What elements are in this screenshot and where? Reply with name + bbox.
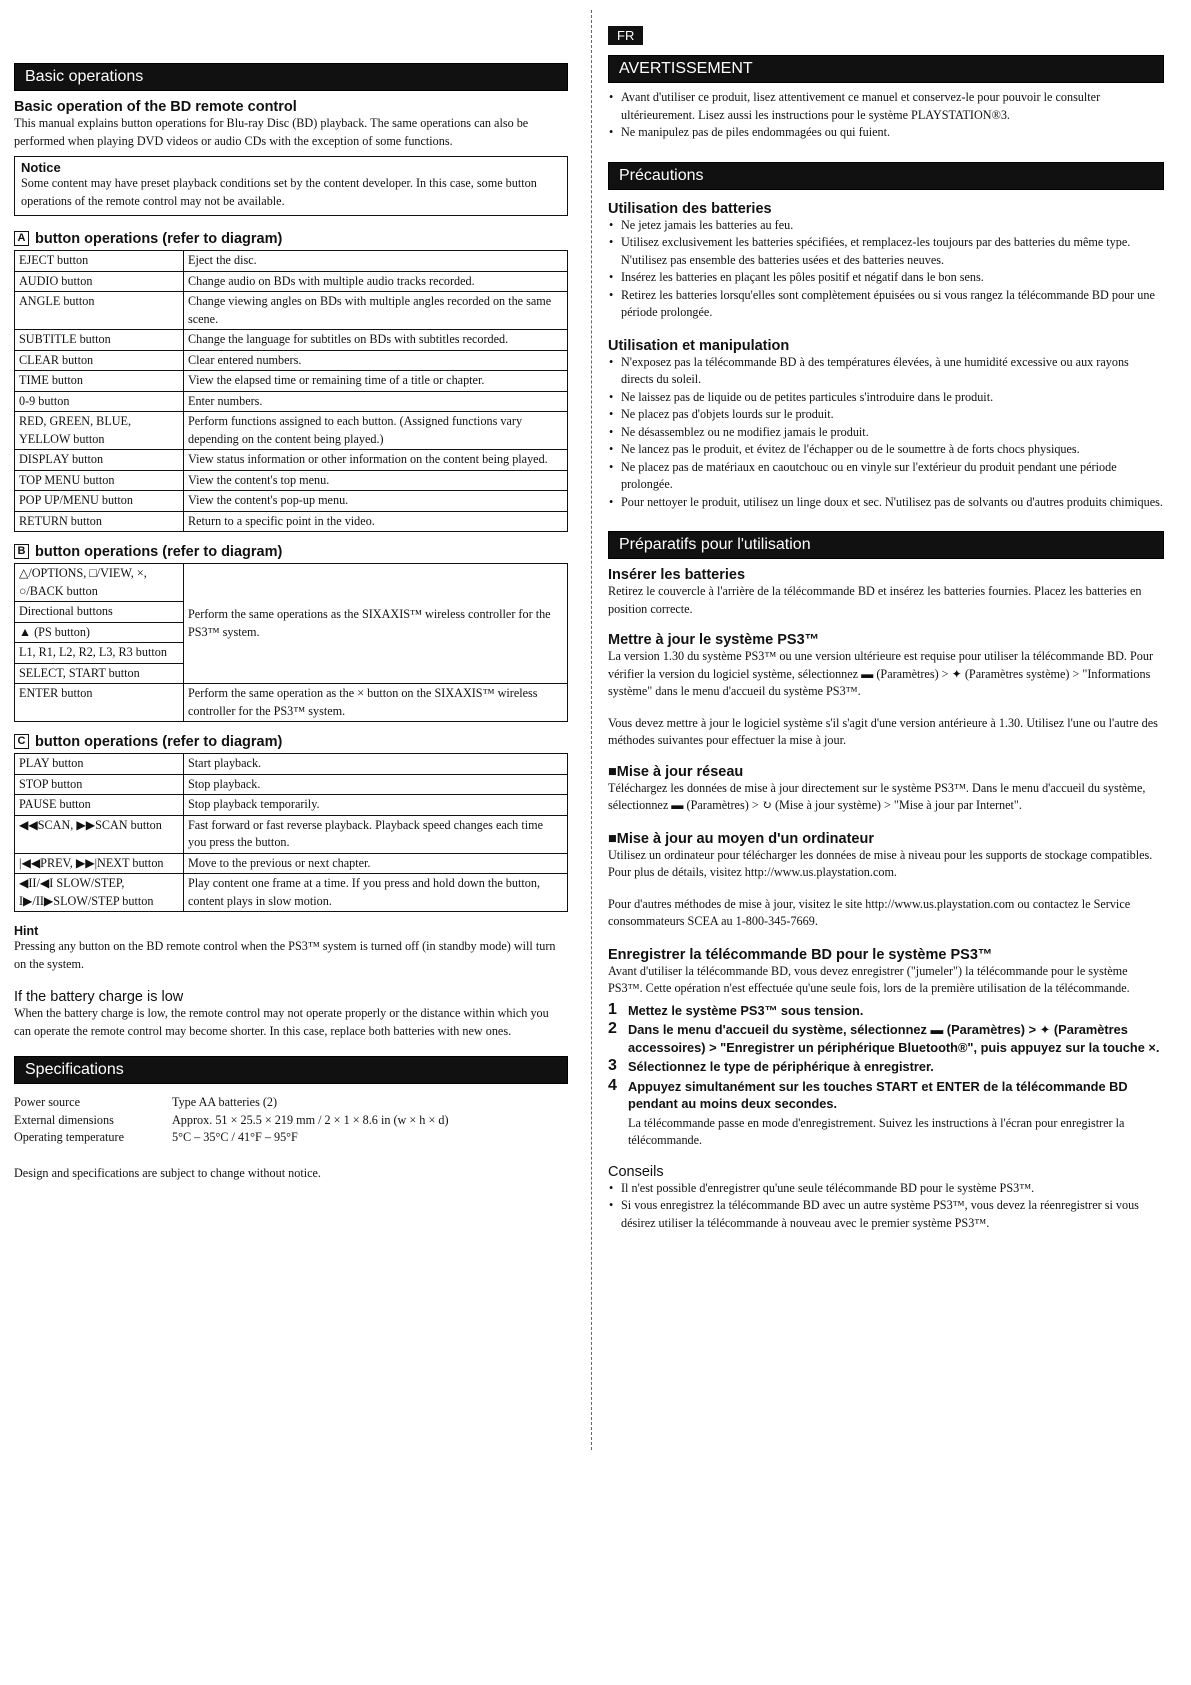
- button-function-cell: Start playback.: [184, 754, 568, 775]
- tips-list: [608, 1180, 1164, 1233]
- spec-label: Operating temperature: [14, 1130, 124, 1144]
- c-letter-badge: C: [14, 734, 29, 749]
- table-row: [15, 271, 568, 292]
- button-name-cell: RETURN button: [15, 511, 184, 532]
- list-item: • Ne jetez jamais les batteries au feu.: [608, 217, 1164, 235]
- right-column: [608, 0, 1164, 1232]
- button-function-cell: Change viewing angles on BDs with multiple angles recorded on the same scene.: [184, 292, 568, 330]
- button-name-cell: AUDIO button: [15, 271, 184, 292]
- b-key-shoulders: L1, R1, L2, R2, L3, R3 button: [15, 643, 184, 664]
- column-divider: [591, 10, 592, 1450]
- button-function-cell: Move to the previous or next chapter.: [184, 853, 568, 874]
- table-row: [15, 292, 568, 330]
- button-name-cell: TOP MENU button: [15, 470, 184, 491]
- language-tag-wrap: [608, 26, 1164, 45]
- c-heading-text: button operations (refer to diagram): [35, 734, 283, 750]
- button-function-cell: Clear entered numbers.: [184, 350, 568, 371]
- button-name-cell: STOP button: [15, 774, 184, 795]
- button-function-cell: Return to a specific point in the video.: [184, 511, 568, 532]
- update-system-heading: Mettre à jour le système PS3™: [608, 632, 820, 648]
- c-button-table: [14, 753, 568, 912]
- button-name-cell: TIME button: [15, 371, 184, 392]
- a-heading-text: button operations (refer to diagram): [35, 231, 283, 247]
- list-item: • Utilisez exclusivement les batteries spécifiées, et remplacez-les toujours par des batteries du même type. N'utilisez pas ensemble des batteries usées et des batteries neuves.: [608, 234, 1164, 269]
- register-steps: [608, 1002, 1164, 1113]
- button-name-cell: 0-9 button: [15, 391, 184, 412]
- table-row: [15, 371, 568, 392]
- step-number: 4: [608, 1076, 617, 1094]
- update-system-text-2: Vous devez mettre à jour le logiciel système s'il s'agit d'une version antérieure à 1.30. Utilisez l'une ou l'autre des méthodes suivantes pour effectuer la mise à jour.: [608, 715, 1158, 747]
- a-button-heading: [14, 231, 568, 247]
- b-enter-value: Perform the same operation as the × button on the SIXAXIS™ wireless controller for the PS3™ system.: [184, 684, 568, 722]
- button-function-cell: Stop playback.: [184, 774, 568, 795]
- update-system-text-1: La version 1.30 du système PS3™ ou une version ultérieure est requise pour utiliser la télécommande BD. Pour vérifier la version du logiciel système, sélectionnez ▬ (Paramètres) > ✦ (Paramètres système) > "Informations système" dans le menu d'accueil du système PS3™.: [608, 649, 1154, 698]
- handling-list: [608, 354, 1164, 512]
- step-text: Dans le menu d'accueil du système, sélectionnez ▬ (Paramètres) > ✦ (Paramètres accessoires) > "Enregistrer un périphérique Bluetooth®", puis appuyez sur la touche ×.: [628, 1022, 1160, 1055]
- step-number: 3: [608, 1057, 617, 1074]
- step-item: [608, 1002, 1164, 1020]
- spec-value: Type AA batteries (2): [172, 1095, 278, 1109]
- button-function-cell: Fast forward or fast reverse playback. Playback speed changes each time you press the button.: [184, 815, 568, 853]
- register-remote-text: Avant d'utiliser la télécommande BD, vous devez enregistrer ("jumeler") la télécommande pour le système PS3™. Cette opération n'est effectuée qu'une seule fois, lors de la première utilisation de la télécommande.: [608, 963, 1130, 995]
- list-item: • Ne désassemblez ou ne modifiez jamais le produit.: [608, 424, 1164, 442]
- button-name-cell: |◀◀PREV, ▶▶|NEXT button: [15, 853, 184, 874]
- other-methods-text: Pour d'autres méthodes de mise à jour, visitez le site http://www.us.playstation.com ou contactez le Service consommateurs SCEA au 1-800-345-7669.: [608, 896, 1131, 928]
- list-item: • Ne laissez pas de liquide ou de petites particules s'introduire dans le produit.: [608, 389, 1164, 407]
- specifications-table: [14, 1094, 449, 1147]
- spec-row: [14, 1129, 449, 1147]
- step-item: [608, 1058, 1164, 1076]
- handling-heading: Utilisation et manipulation: [608, 337, 790, 354]
- button-name-cell: EJECT button: [15, 251, 184, 272]
- battery-use-list: [608, 217, 1164, 322]
- button-function-cell: Eject the disc.: [184, 251, 568, 272]
- list-item: • Il n'est possible d'enregistrer qu'une seule télécommande BD pour le système PS3™.: [608, 1180, 1164, 1198]
- button-name-cell: PLAY button: [15, 754, 184, 775]
- battery-low-text: When the battery charge is low, the remote control may not operate properly or the distance within which you can operate the remote control may become shorter. In this case, replace both batteries with new ones.: [14, 1006, 549, 1038]
- button-name-cell: PAUSE button: [15, 795, 184, 816]
- list-item: • Ne lancez pas le produit, et évitez de l'échapper ou de le soumettre à de forts chocs physiques.: [608, 441, 1164, 459]
- list-item: • Ne manipulez pas de piles endommagées ou qui fuient.: [608, 124, 1164, 142]
- button-function-cell: Stop playback temporarily.: [184, 795, 568, 816]
- pc-update-text-1: Utilisez un ordinateur pour télécharger les données de mise à niveau pour les supports de stockage compatibles.: [608, 847, 1153, 862]
- pc-update-heading: ■ Mise à jour au moyen d'un ordinateur: [608, 831, 1164, 847]
- button-name-cell: ANGLE button: [15, 292, 184, 330]
- bd-basic-text: This manual explains button operations for Blu-ray Disc (BD) playback. The same operations can also be performed when playing DVD videos or audio CDs with the exception of some functions.: [14, 116, 529, 148]
- precautions-heading: Précautions: [608, 162, 1164, 190]
- step-text: Mettez le système PS3™ sous tension.: [628, 1002, 864, 1018]
- spec-row: [14, 1112, 449, 1130]
- button-function-cell: Perform functions assigned to each button. (Assigned functions vary depending on the content being played.): [184, 412, 568, 450]
- table-row: [15, 754, 568, 775]
- b-key-ps: [15, 622, 184, 643]
- list-item: • Avant d'utiliser ce produit, lisez attentivement ce manuel et conservez-le pour pouvoir le consulter ultérieurement. Lisez aussi les instructions pour le système PLAYSTATION®3.: [608, 89, 1164, 124]
- left-column: [14, 0, 568, 1182]
- b-button-table: [14, 563, 568, 722]
- b-letter-badge: B: [14, 544, 29, 559]
- b-heading-text: button operations (refer to diagram): [35, 544, 283, 560]
- network-update-heading: ■ Mise à jour réseau: [608, 764, 1164, 780]
- a-letter-badge: A: [14, 231, 29, 246]
- battery-low-heading: If the battery charge is low: [14, 989, 184, 1005]
- button-function-cell: Change audio on BDs with multiple audio tracks recorded.: [184, 271, 568, 292]
- button-name-cell: RED, GREEN, BLUE, YELLOW button: [15, 412, 184, 450]
- tips-heading: Conseils: [608, 1163, 664, 1180]
- button-name-cell: CLEAR button: [15, 350, 184, 371]
- button-function-cell: Change the language for subtitles on BDs with subtitles recorded.: [184, 330, 568, 351]
- list-item: • Insérez les batteries en plaçant les pôles positif et négatif dans le bon sens.: [608, 269, 1164, 287]
- list-item: • Ne placez pas d'objets lourds sur le produit.: [608, 406, 1164, 424]
- list-item: • Si vous enregistrez la télécommande BD avec un autre système PS3™, vous devez la réenregistrer si vous désirez utiliser la télécommande à nouveau avec le premier système PS3™.: [608, 1197, 1164, 1232]
- step-text: Sélectionnez le type de périphérique à enregistrer.: [628, 1059, 934, 1074]
- battery-use-heading: Utilisation des batteries: [608, 200, 772, 217]
- register-remote-heading: Enregistrer la télécommande BD pour le système PS3™: [608, 946, 993, 963]
- notice-box: [14, 156, 568, 216]
- warning-list: [608, 89, 1164, 142]
- b-key-ps-label: (PS button): [34, 624, 90, 639]
- table-row: [15, 853, 568, 874]
- table-row: [15, 470, 568, 491]
- step-text: Appuyez simultanément sur les touches START et ENTER de la télécommande BD pendant au moins deux secondes.: [628, 1078, 1128, 1111]
- table-row: [15, 251, 568, 272]
- b-button-heading: [14, 544, 568, 560]
- spec-value: Approx. 51 × 25.5 × 219 mm / 2 × 1 × 8.6 in (w × h × d): [172, 1112, 449, 1127]
- button-function-cell: View status information or other information on the content being played.: [184, 450, 568, 471]
- table-row: [15, 774, 568, 795]
- language-tag: FR: [608, 26, 643, 45]
- network-update-text: Téléchargez les données de mise à jour directement sur le système PS3™. Dans le menu d'accueil du système, sélectionnez ▬ (Paramètres) > ↻ (Mise à jour système) > "Mise à jour par Internet".: [608, 780, 1146, 812]
- table-row: [15, 815, 568, 853]
- specifications-heading: Specifications: [14, 1056, 568, 1084]
- insert-batteries-text: Retirez le couvercle à l'arrière de la télécommande BD et insérez les batteries fournies. Placez les batteries en position correcte.: [608, 584, 1142, 616]
- list-item: • Retirez les batteries lorsqu'elles sont complètement épuisées ou si vous rangez la télécommande BD pour une période prolongée.: [608, 287, 1164, 322]
- button-name-cell: ◀◀SCAN, ▶▶SCAN button: [15, 815, 184, 853]
- step-item: [608, 1021, 1164, 1056]
- button-function-cell: View the content's top menu.: [184, 470, 568, 491]
- table-row: [15, 511, 568, 532]
- button-name-cell: DISPLAY button: [15, 450, 184, 471]
- table-row: [15, 491, 568, 512]
- button-function-cell: Play content one frame at a time. If you press and hold down the button, content plays in slow motion.: [184, 874, 568, 912]
- spec-label: External dimensions: [14, 1112, 114, 1127]
- table-row: [15, 684, 568, 722]
- a-button-table: [14, 250, 568, 532]
- step-number: 1: [608, 1000, 617, 1018]
- spec-value: 5°C – 35°C / 41°F – 95°F: [172, 1130, 298, 1144]
- warning-heading: AVERTISSEMENT: [608, 55, 1164, 83]
- insert-batteries-heading: Insérer les batteries: [608, 567, 746, 583]
- table-row: [15, 564, 568, 602]
- hint-text: Pressing any button on the BD remote control when the PS3™ system is turned off (in standby mode) will turn on the system.: [14, 939, 556, 971]
- step-4-note: La télécommande passe en mode d'enregistrement. Suivez les instructions à l'écran pour enregistrer la télécommande.: [628, 1115, 1125, 1147]
- design-note: Design and specifications are subject to change without notice.: [14, 1165, 321, 1180]
- b-shared-value: Perform the same operations as the SIXAXIS™ wireless controller for the PS3™ system.: [184, 564, 568, 684]
- table-row: [15, 412, 568, 450]
- button-name-cell: ◀II/◀I SLOW/STEP, I▶/II▶SLOW/STEP button: [15, 874, 184, 912]
- bd-basic-heading: Basic operation of the BD remote control: [14, 99, 297, 115]
- step-number: 2: [608, 1020, 617, 1037]
- table-row: [15, 330, 568, 351]
- list-item: • Pour nettoyer le produit, utilisez un linge doux et sec. N'utilisez pas de solvants ou d'autres produits chimiques.: [608, 494, 1164, 512]
- table-row: [15, 874, 568, 912]
- table-row: [15, 350, 568, 371]
- spec-label: Power source: [14, 1095, 80, 1109]
- table-row: [15, 450, 568, 471]
- c-button-heading: [14, 734, 568, 750]
- notice-title: Notice: [21, 160, 61, 175]
- spec-row: [14, 1094, 449, 1112]
- b-key-directional: Directional buttons: [15, 602, 184, 623]
- basic-operations-heading: Basic operations: [14, 63, 568, 91]
- step-item: [608, 1078, 1164, 1113]
- notice-text: Some content may have preset playback conditions set by the content developer. In this case, some button operations of the remote control may not be available.: [21, 176, 537, 208]
- button-function-cell: Enter numbers.: [184, 391, 568, 412]
- table-row: [15, 795, 568, 816]
- table-row: [15, 391, 568, 412]
- button-name-cell: SUBTITLE button: [15, 330, 184, 351]
- b-key-options: △/OPTIONS, □/VIEW, ×, ○/BACK button: [15, 564, 184, 602]
- hint-title: Hint: [14, 924, 39, 938]
- preparation-heading: Préparatifs pour l'utilisation: [608, 531, 1164, 559]
- ps-logo-icon: ▲: [19, 624, 32, 639]
- b-key-select-start: SELECT, START button: [15, 663, 184, 684]
- list-item: • Ne placez pas de matériaux en caoutchouc ou en vinyle sur l'extérieur du produit pendant une période prolongée.: [608, 459, 1164, 494]
- b-key-enter: ENTER button: [15, 684, 184, 722]
- button-name-cell: POP UP/MENU button: [15, 491, 184, 512]
- button-function-cell: View the content's pop-up menu.: [184, 491, 568, 512]
- button-function-cell: View the elapsed time or remaining time of a title or chapter.: [184, 371, 568, 392]
- pc-update-text-2: Pour plus de détails, visitez http://www.us.playstation.com.: [608, 865, 897, 879]
- list-item: • N'exposez pas la télécommande BD à des températures élevées, à une humidité excessive ou aux rayons directs du soleil.: [608, 354, 1164, 389]
